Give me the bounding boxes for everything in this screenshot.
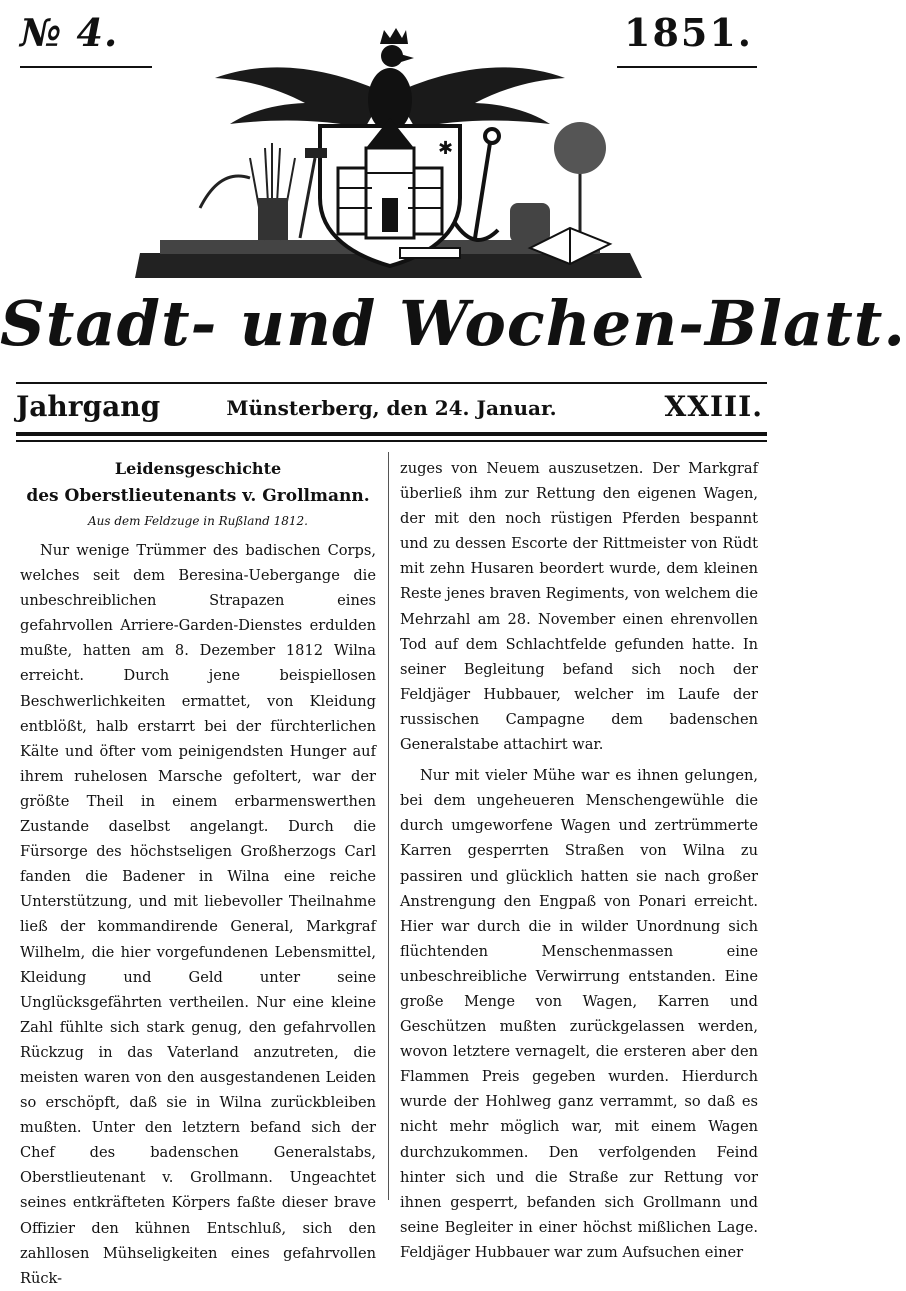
eagle-right-wing [395, 67, 565, 128]
article-subtitle: des Oberstlieutenants v. Grollmann. [26, 486, 370, 506]
sickle-icon [200, 176, 250, 208]
wheat-bundle [258, 198, 288, 240]
eagle-left-wing [215, 67, 385, 128]
dateline: Münsterberg, den 24. Januar. [226, 396, 557, 420]
masthead-rule-thin [16, 440, 767, 442]
eagle-beak [400, 54, 414, 62]
article-note: Aus dem Feldzuge in Rußland 1812. [87, 514, 308, 528]
crown-icon [380, 28, 408, 44]
masthead-rule-thick [16, 432, 767, 436]
paragraph: Nur wenige Trümmer des badischen Corps, welches seit dem Beresina-Uebergange die unbeschreiblichen Strapazen eines gefahrvollen Arriere-Garden-Dienstes erdulden mußte, hatten am 8. Dezember 1812 Wilna erreicht. Durch jene beispiellosen Beschwerlichkeiten ermattet, von Kleidung entblößt, halb erstarrt bei der fürchterlichen Kälte und öfter vom peinigendsten Hunger auf ihrem ruhelosen Marsche gefoltert, war der größte Theil in einem erbarmenswerthen Zustande daselbst angelangt. Durch die Fürsorge des höchstseligen Großherzogs Carl fanden die Badener in Wilna eine reiche Unterstützung, und mit liebevoller Theilnahme ließ der kommandirende General, Markgraf Wilhelm, die hier vorgefundenen Lebensmittel, Kleidung und Geld unter seine Unglücksgefährten vertheilen. Nur eine kleine Zahl fühlte sich stark genug, den gefahrvollen Rückzug in das Vaterland anzutreten, die meisten waren von den ausgestandenen Leiden so erschöpft, daß sie in Wilna zurückbleiben mußten. Unter den letztern befand sich der Chef des badenschen Generalstabs, Oberstlieutenant v. Grollmann. Ungeachtet seines entkräfteten Körpers faßte dieser brave Offizier den kühnen Entschluß, sich den zahllosen Mühseligkeiten eines gefahrvollen Rück- [20, 542, 376, 1287]
issue-year: 1851. [624, 10, 753, 55]
article-title: Leidensgeschichte [114, 459, 282, 478]
jahrgang-label: Jahrgang [16, 390, 161, 423]
hammer-handle [300, 158, 315, 238]
eagle-head [381, 45, 403, 67]
masthead-info-bar [16, 390, 767, 430]
issue-number: № 4. [20, 10, 119, 55]
coat-of-arms-emblem [130, 8, 650, 288]
column-right [400, 456, 758, 1261]
column-divider [388, 452, 389, 1200]
merchandise-bale [510, 203, 550, 243]
masthead-rule-top [16, 382, 767, 384]
column-left [20, 456, 376, 1287]
star-icon: ✱ [438, 138, 454, 159]
scroll-icon [400, 248, 460, 258]
masthead-title: Stadt- und Wochen-Blatt. [0, 287, 906, 360]
paragraph: zuges von Neuem auszusetzen. Der Markgraf überließ ihm zur Rettung den eigenen Wagen, der mit den noch rüstigen Pferden bespannt und zu dessen Escorte der Rittmeister von Rüdt mit zehn Husaren beordert wurde, dem kleinen Reste jenes braven Regiments, von welchem die Mehrzahl am 28. November einen ehrenvollen Tod auf dem Schlachtfelde gefunden hatte. In seiner Begleitung befand sich noch der Feldjäger Hubbauer, welcher im Laufe der russischen Campagne dem badenschen Generalstabe attachirt war. [400, 460, 758, 754]
tree-crown [554, 122, 606, 174]
castle-gate [382, 198, 398, 232]
paragraph: Nur mit vieler Mühe war es ihnen gelungen, bei dem ungeheueren Menschengewühle die durch umgeworfene Wagen und zertrümmerte Karren gesperrten Straßen von Wilna zu passiren und glücklich hatten sie nach großer Anstrengung den Engpaß von Ponari erreicht. Hier war durch die in wilder Unordnung sich flüchtenden Menschenmassen eine unbeschreibliche Verwirrung entstanden. Eine große Menge von Wagen, Karren und Geschützen mußten zurückgelassen werden, wovon letztere vernagelt, die ersteren aber den Flammen Preis gegeben wurden. Hierdurch wurde der Hohlweg ganz verrammt, so daß es nicht mehr möglich war, mit einem Wagen durchzukommen. Den verfolgenden Feind hinter sich und die Straße zur Rettung vor ihnen gesperrt, befanden sich Grollmann und seine Begleiter in einer höchst mißlichen Lage. Feldjäger Hubbauer war zum Aufsuchen einer [400, 767, 758, 1261]
volume-number: XXIII. [664, 390, 763, 423]
hammer-head [305, 148, 327, 158]
